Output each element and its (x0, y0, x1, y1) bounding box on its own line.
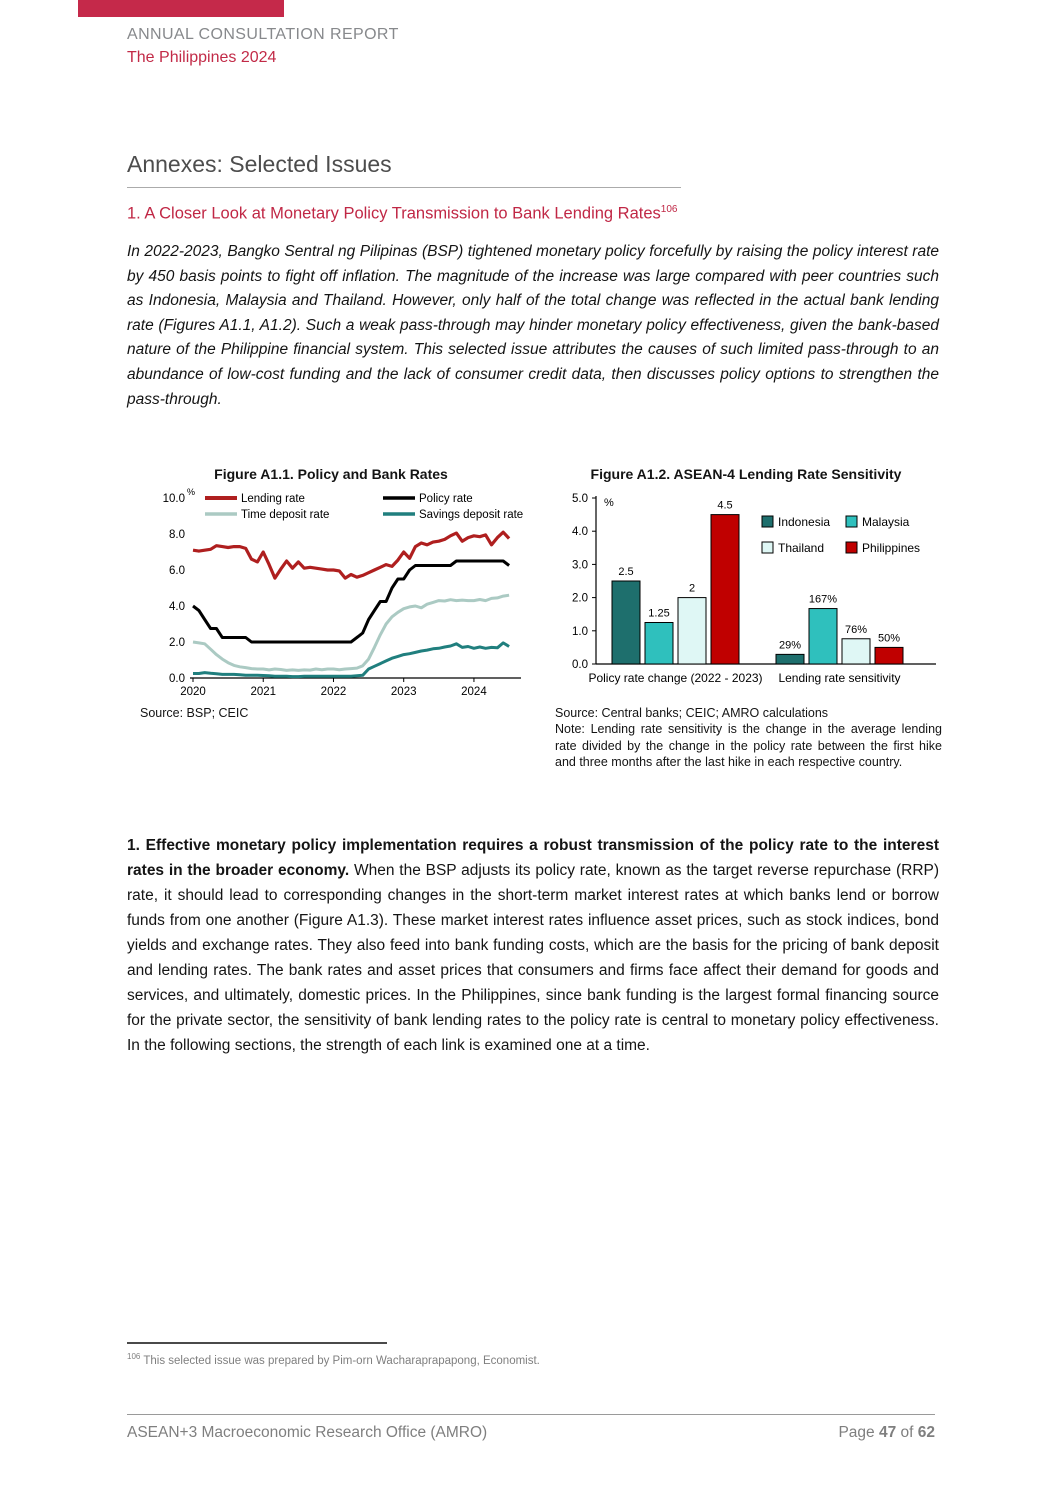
svg-text:3.0: 3.0 (572, 559, 588, 572)
footnote (127, 1352, 540, 1367)
footer-org: ASEAN+3 Macroeconomic Research Office (AMRO) (127, 1424, 488, 1441)
svg-text:Time deposit rate: Time deposit rate (241, 509, 330, 521)
svg-text:76%: 76% (844, 623, 868, 636)
svg-text:2022: 2022 (320, 686, 347, 698)
paragraph-1-body: When the BSP adjusts its policy rate, known as the target reverse repurchase (RRP) rate, it should lead to corresponding changes in the short-term market interest rates at which banks lend or borrow funds from one another (Figure A1.3). These market interest rates influence asset prices, such as stock indices, bond yields and exchange rates. They also feed into bank funding costs, which are the basis for the pricing of bank deposit and lending rates. The bank rates and asset prices that consumers and firms face affect their demand for goods and services, and ultimately, domestic prices. In the Philippines, since bank funding is the largest formal financing source for the private sector, the sensitivity of bank lending rates to the policy rate is central to monetary policy effectiveness. In the following sections, the strength of each link is examined one at a time. (127, 862, 940, 1054)
footnote-marker: 106 (127, 1352, 141, 1361)
page-footer (127, 1424, 935, 1442)
svg-text:1.0: 1.0 (572, 625, 588, 638)
svg-text:10.0: 10.0 (162, 493, 185, 505)
figures-row (135, 466, 942, 771)
svg-text:2.0: 2.0 (572, 592, 588, 605)
svg-text:4.0: 4.0 (572, 526, 588, 539)
svg-text:Lending rate: Lending rate (241, 493, 305, 505)
svg-text:Thailand: Thailand (778, 541, 825, 555)
svg-text:6.0: 6.0 (169, 565, 185, 577)
paragraph-1-bold-lead: 1. Effective monetary policy implementation requires a robust transmission of the policy rate to the interest rates in the broader economy. (127, 837, 939, 879)
svg-text:Policy rate: Policy rate (419, 493, 473, 505)
figure-a12-bar-chart (550, 486, 942, 704)
svg-text:2.0: 2.0 (169, 637, 185, 649)
page-header (127, 25, 399, 68)
figure-a11 (135, 466, 527, 771)
footer-page-word: Page (838, 1424, 879, 1441)
footer-divider (127, 1414, 935, 1415)
svg-text:Indonesia: Indonesia (778, 515, 831, 529)
svg-text:2: 2 (688, 582, 696, 595)
body-paragraph-1 (127, 833, 939, 1058)
svg-text:2021: 2021 (250, 686, 277, 698)
svg-text:Policy rate change (2022 - 202: Policy rate change (2022 - 2023) (588, 671, 763, 685)
svg-text:2024: 2024 (461, 686, 487, 698)
annexes-heading: Annexes: Selected Issues (127, 151, 392, 177)
figure-a11-title: Figure A1.1. Policy and Bank Rates (214, 466, 448, 482)
report-title: ANNUAL CONSULTATION REPORT (127, 26, 399, 43)
figure-a12-note: Note: Lending rate sensitivity is the change in the average lending rate divided by the change in the policy rate between the first hike and three months after the last hike in each respective country. (555, 722, 942, 770)
section-heading (127, 204, 677, 224)
footer-page-indicator (838, 1424, 935, 1442)
footer-page-total: 62 (917, 1424, 935, 1441)
svg-text:Savings deposit rate: Savings deposit rate (419, 509, 524, 521)
svg-text:50%: 50% (877, 632, 901, 645)
lead-paragraph: In 2022-2023, Bangko Sentral ng Pilipinas (BSP) tightened monetary policy forcefully by raising the policy interest rate by 450 basis points to fight off inflation. The magnitude of the increase was large compared with peer countries such as Indonesia, Malaysia and Thailand. However, only half of the total change was reflected in the actual bank lending rate (Figures A1.1, A1.2). Such a weak pass-through may hinder monetary policy effectiveness, given the bank-based nature of the Philippine financial system. This selected issue attributes the causes of such limited pass-through to an abundance of low-cost funding and the lack of consumer credit data, then discusses policy options to strengthen the pass-through. (127, 243, 939, 408)
figure-a11-line-chart (135, 486, 527, 704)
svg-text:Philippines: Philippines (862, 541, 921, 555)
footnote-divider (127, 1342, 387, 1344)
svg-text:2020: 2020 (180, 686, 206, 698)
footer-page-number: 47 (878, 1424, 897, 1441)
svg-text:8.0: 8.0 (169, 529, 185, 541)
heading-divider (127, 187, 681, 188)
svg-text:4.5: 4.5 (717, 499, 733, 512)
svg-text:Lending rate sensitivity: Lending rate sensitivity (778, 671, 901, 685)
header-accent-bar (78, 0, 284, 17)
svg-text:%: % (604, 497, 614, 509)
svg-text:4.0: 4.0 (169, 601, 185, 613)
report-subtitle: The Philippines 2024 (127, 49, 277, 66)
svg-text:1.25: 1.25 (648, 607, 670, 620)
footer-of-word: of (896, 1424, 918, 1441)
footnote-text: This selected issue was prepared by Pim-orn Wacharaprapapong, Economist. (140, 1354, 540, 1367)
svg-text:29%: 29% (778, 639, 802, 652)
section-heading-text: 1. A Closer Look at Monetary Policy Transmission to Bank Lending Rates (127, 204, 661, 223)
svg-text:2.5: 2.5 (618, 566, 634, 578)
svg-text:2023: 2023 (390, 686, 417, 698)
figure-a12-source: Source: Central banks; CEIC; AMRO calculations (555, 706, 829, 720)
svg-text:5.0: 5.0 (572, 493, 588, 505)
section-heading-footnote-ref: 106 (660, 204, 678, 215)
figure-a12-title: Figure A1.2. ASEAN-4 Lending Rate Sensitivity (590, 466, 902, 482)
svg-text:0.0: 0.0 (572, 659, 588, 671)
figure-a11-source: Source: BSP; CEIC (140, 706, 249, 720)
svg-text:167%: 167% (808, 593, 838, 606)
figure-a12 (550, 466, 942, 771)
svg-text:%: % (187, 487, 196, 497)
svg-text:Malaysia: Malaysia (862, 515, 910, 529)
svg-text:0.0: 0.0 (169, 673, 185, 685)
